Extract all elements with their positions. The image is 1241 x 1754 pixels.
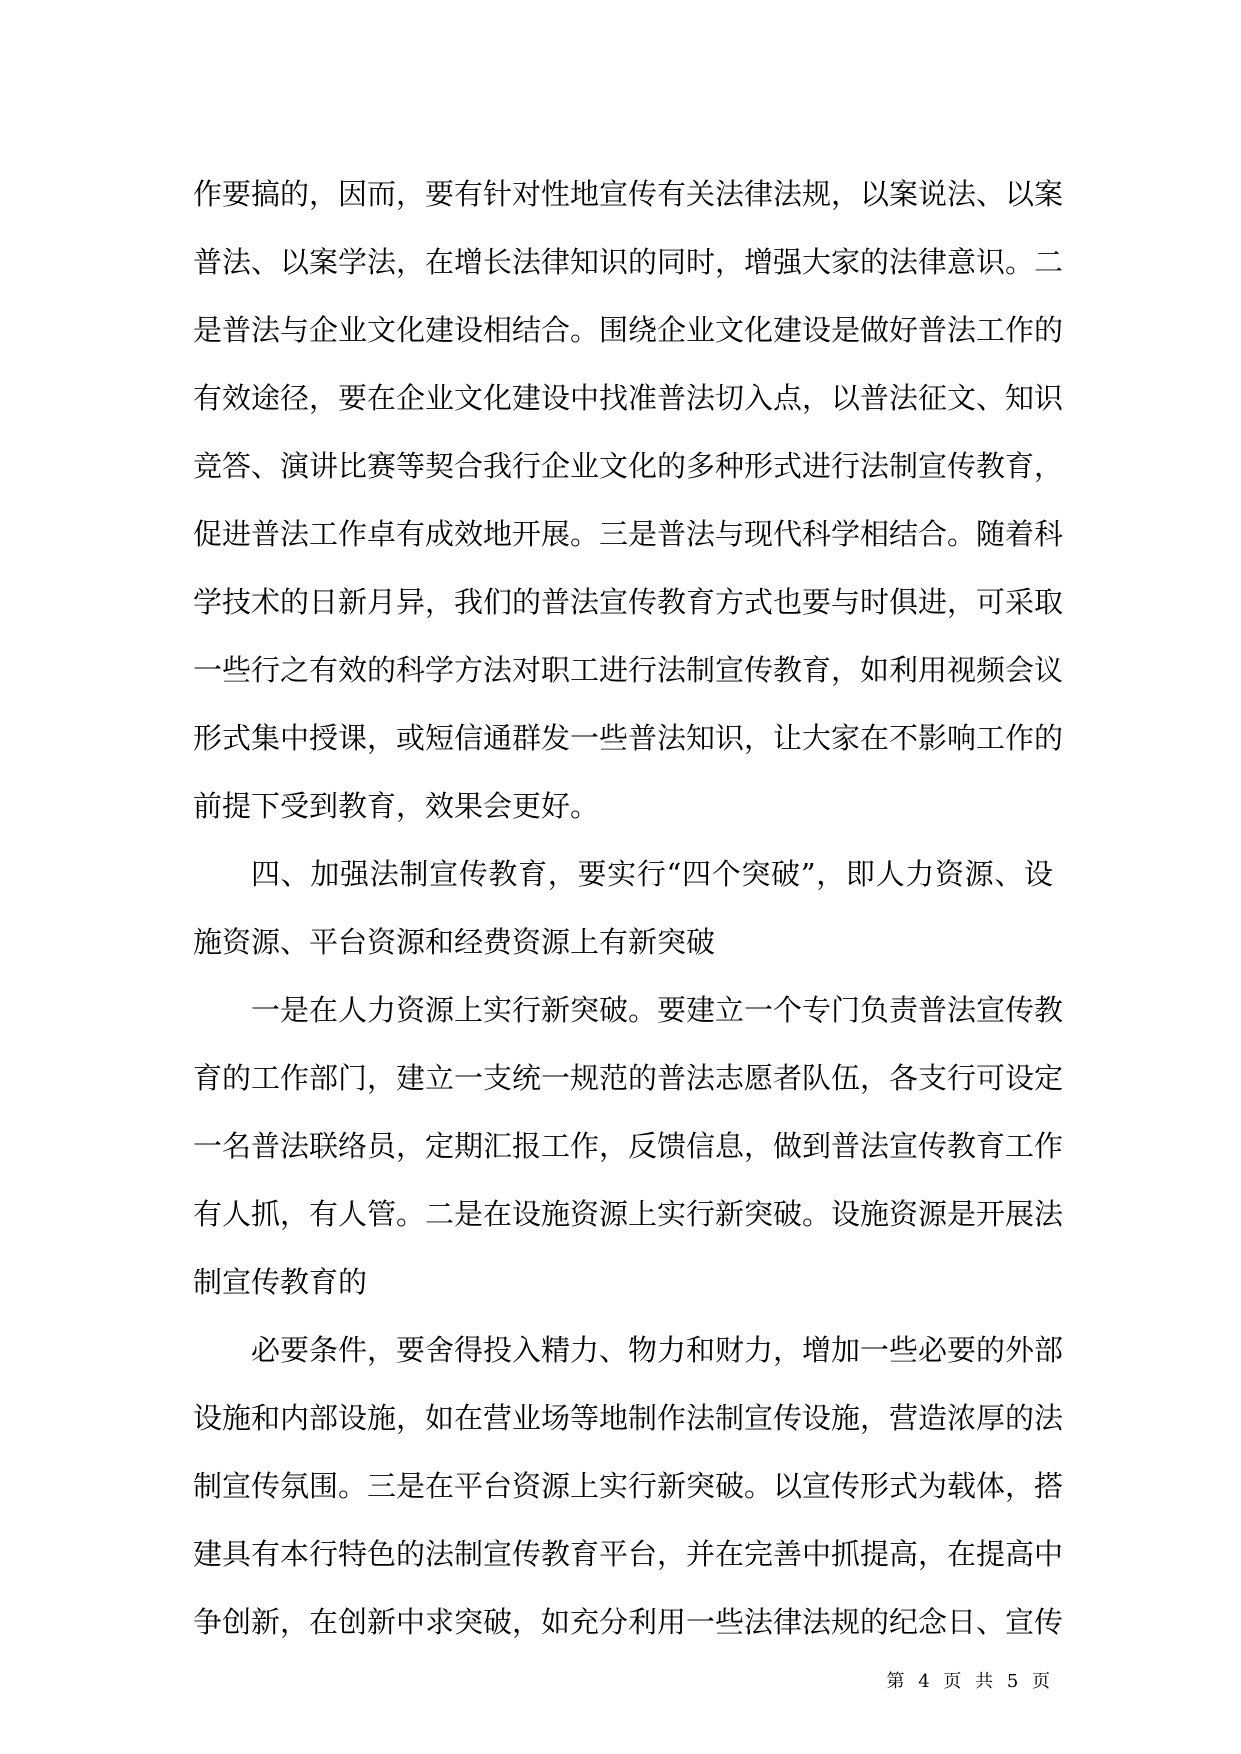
- text-line: 施资源、平台资源和经费资源上有新突破: [193, 925, 716, 959]
- text-line: 争创新，在创新中求突破，如充分利用一些法律法规的纪念日、宣传: [193, 1605, 1064, 1639]
- text-line: 有效途径，要在企业文化建设中找准普法切入点，以普法征文、知识: [193, 381, 1064, 415]
- text-line: 作要搞的，因而，要有针对性地宣传有关法律法规，以案说法、以案: [193, 177, 1064, 211]
- text-line: 一些行之有效的科学方法对职工进行法制宣传教育，如利用视频会议: [193, 653, 1064, 687]
- text-line: 四、加强法制宣传教育，要实行“四个突破”，即人力资源、设: [251, 857, 1053, 891]
- text-line: 一名普法联络员，定期汇报工作，反馈信息，做到普法宣传教育工作: [193, 1129, 1064, 1163]
- text-line: 竞答、演讲比赛等契合我行企业文化的多种形式进行法制宣传教育，: [193, 449, 1064, 483]
- text-line: 育的工作部门，建立一支统一规范的普法志愿者队伍，各支行可设定: [193, 1061, 1064, 1095]
- text-line: 普法、以案学法，在增长法律知识的同时，增强大家的法律意识。二: [193, 245, 1064, 279]
- text-line: 制宣传氛围。三是在平台资源上实行新突破。以宣传形式为载体，搭: [193, 1469, 1064, 1503]
- text-line: 前提下受到教育，效果会更好。: [193, 789, 600, 823]
- text-line: 形式集中授课，或短信通群发一些普法知识，让大家在不影响工作的: [193, 721, 1064, 755]
- text-line: 制宣传教育的: [193, 1265, 368, 1299]
- page-number-footer: 第 4 页 共 5 页: [886, 1671, 1054, 1692]
- text-line: 设施和内部设施，如在营业场等地制作法制宣传设施，营造浓厚的法: [193, 1401, 1064, 1435]
- text-line: 学技术的日新月异，我们的普法宣传教育方式也要与时俱进，可采取: [193, 585, 1064, 619]
- body-text: [193, 160, 1064, 1656]
- text-line: 建具有本行特色的法制宣传教育平台，并在完善中抓提高，在提高中: [193, 1537, 1064, 1571]
- text-line: 有人抓，有人管。二是在设施资源上实行新突破。设施资源是开展法: [193, 1197, 1064, 1231]
- text-line: 促进普法工作卓有成效地开展。三是普法与现代科学相结合。随着科: [193, 517, 1064, 551]
- text-line: 是普法与企业文化建设相结合。围绕企业文化建设是做好普法工作的: [193, 313, 1064, 347]
- text-line: 必要条件，要舍得投入精力、物力和财力，增加一些必要的外部: [251, 1333, 1064, 1367]
- text-line: 一是在人力资源上实行新突破。要建立一个专门负责普法宣传教: [251, 993, 1064, 1027]
